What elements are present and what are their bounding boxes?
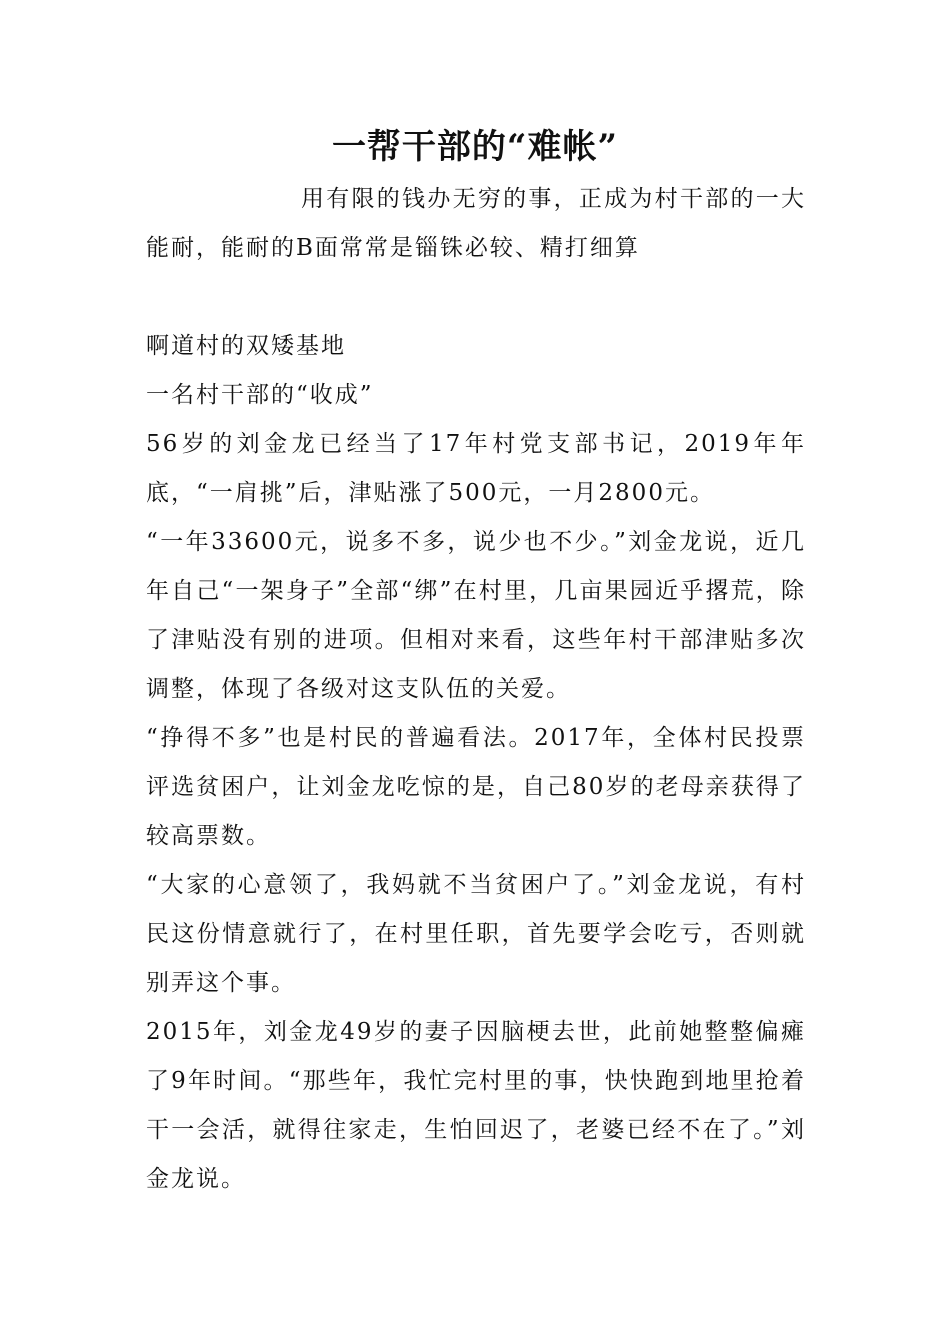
blank-line bbox=[146, 273, 806, 322]
article-title: 一帮干部的“难帐” bbox=[331, 127, 619, 167]
paragraph: “大家的心意领了，我妈就不当贫困户了。”刘金龙说，有村民这份情意就行了，在村里任职，首先要学会吃亏，否则就别弄这个事。 bbox=[146, 872, 806, 996]
paragraph: 56岁的刘金龙已经当了17年村党支部书记，2019年年底，“一肩挑”后，津贴涨了500元，一月2800元。 bbox=[146, 431, 806, 506]
paragraph: 2015年，刘金龙49岁的妻子因脑梗去世，此前她整整偏瘫了9年时间。“那些年，我忙完村里的事，快快跑到地里抢着干一会活，就得往家走，生怕回迟了，老婆已经不在了。”刘金龙说。 bbox=[146, 1019, 806, 1192]
section-heading: 一名村干部的“收成” bbox=[146, 382, 374, 408]
paragraph: “一年33600元，说多不多，说少也不少。”刘金龙说，近几年自己“一架身子”全部“绑”在村里，几亩果园近乎撂荒，除了津贴没有别的进项。但相对来看，这些年村干部津贴多次调整，体现了各级对这支队伍的关爱。 bbox=[146, 529, 806, 702]
article-subtitle: 用有限的钱办无穷的事，正成为村干部的一大能耐，能耐的B面常常是锱铢必较、精打细算 bbox=[146, 186, 806, 261]
section-heading: 啊道村的双矮基地 bbox=[146, 333, 346, 359]
paragraph: “挣得不多”也是村民的普遍看法。2017年，全体村民投票评选贫困户，让刘金龙吃惊的是，自己80岁的老母亲获得了较高票数。 bbox=[146, 725, 806, 849]
article-body bbox=[146, 175, 806, 1204]
